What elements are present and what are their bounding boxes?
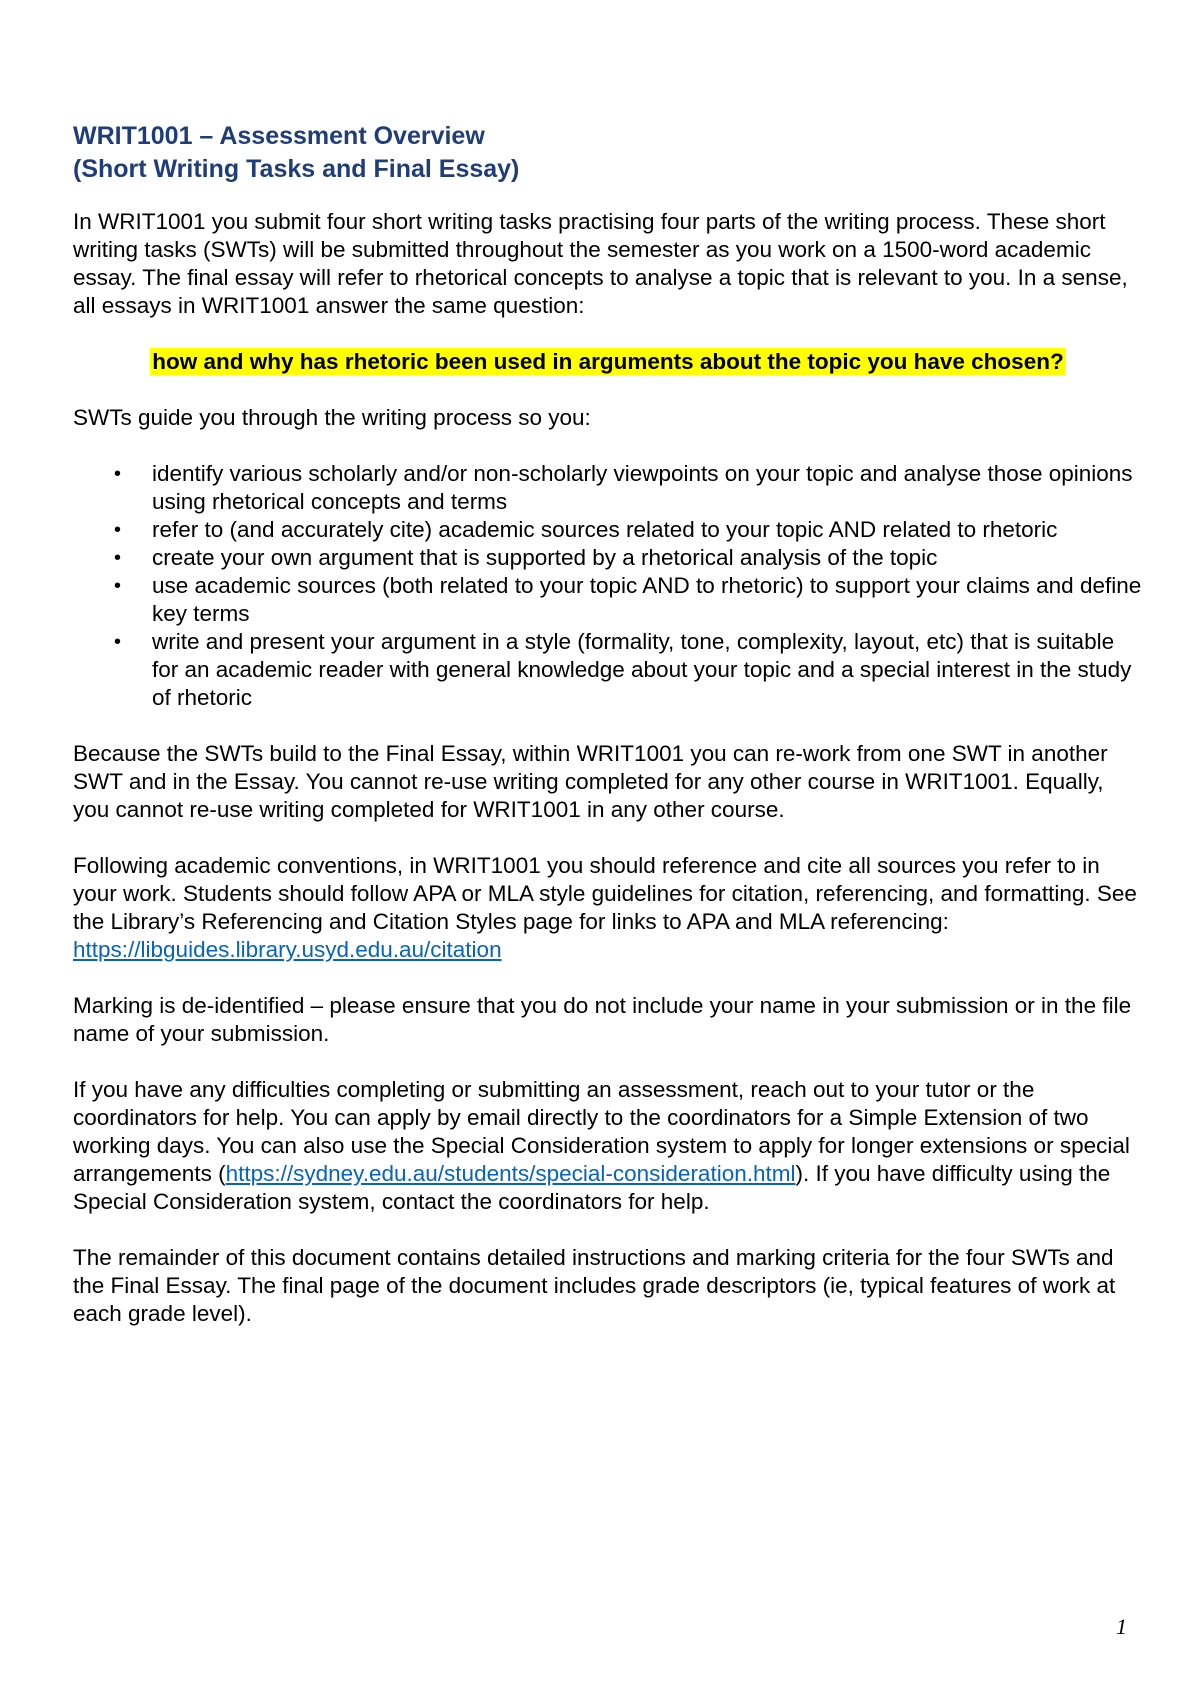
list-item — [114, 572, 1143, 628]
rework-paragraph: Because the SWTs build to the Final Essay, within WRIT1001 you can re-work from one SWT in another SWT and in the Essay. You cannot re-use writing completed for any other course in WRIT1001. Equally, you cannot re-use writing completed for WRIT1001 in any other course. — [73, 741, 1108, 822]
list-item — [114, 516, 1143, 544]
document-page — [73, 120, 1143, 1356]
list-item-text: identify various scholarly and/or non-scholarly viewpoints on your topic and analyse those opinions using rhetorical concepts and terms — [152, 461, 1133, 514]
special-consideration-link[interactable]: https://sydney.edu.au/students/special-consideration.html — [225, 1161, 796, 1186]
referencing-paragraph — [73, 852, 1143, 964]
key-question — [73, 348, 1143, 376]
list-item — [114, 460, 1143, 516]
list-item-text: create your own argument that is supported by a rhetorical analysis of the topic — [152, 545, 938, 570]
intro-paragraph: In WRIT1001 you submit four short writing tasks practising four parts of the writing process. These short writing tasks (SWTs) will be submitted throughout the semester as you work on a 1500-word academic essay. The final essay will refer to rhetorical concepts to analyse a topic that is relevant to you. In a sense, all essays in WRIT1001 answer the same question: — [73, 209, 1128, 318]
bullet-icon: • — [114, 519, 122, 541]
marking-paragraph: Marking is de-identified – please ensure that you do not include your name in your submission or in the file name of your submission. — [73, 993, 1132, 1046]
list-item-text: write and present your argument in a style (formality, tone, complexity, layout, etc) that is suitable for an academic reader with general knowledge about your topic and a special interest in the study of rhetoric — [152, 629, 1132, 710]
list-item-text: use academic sources (both related to your topic AND to rhetoric) to support your claims and define key terms — [152, 573, 1142, 626]
bullet-icon: • — [114, 547, 122, 569]
page-title — [73, 120, 1143, 186]
list-item — [114, 544, 1143, 572]
page-title-line-2: (Short Writing Tasks and Final Essay) — [73, 155, 520, 183]
list-item-text: refer to (and accurately cite) academic sources related to your topic AND related to rhetoric — [152, 517, 1058, 542]
bullet-icon: • — [114, 463, 122, 485]
difficulties-text-after: ). If you have difficulty using the Special Consideration system, contact the coordinators for help. — [73, 1161, 1111, 1214]
difficulties-paragraph — [73, 1076, 1143, 1216]
bullet-icon: • — [114, 631, 122, 653]
swt-goals-list — [73, 460, 1143, 712]
page-number: 1 — [1116, 1614, 1127, 1639]
highlighted-question: how and why has rhetoric been used in arguments about the topic you have chosen? — [152, 349, 1064, 374]
swt-intro-paragraph: SWTs guide you through the writing process so you: — [73, 405, 591, 430]
difficulties-text-before: If you have any difficulties completing or submitting an assessment, reach out to your tutor or the coordinators for help. You can apply by email directly to the coordinators for a Simple Extension of two working days. You can also use the Special Consideration system to apply for longer extensions or special arrangements ( — [73, 1077, 1130, 1186]
list-item — [114, 628, 1143, 712]
bullet-icon: • — [114, 575, 122, 597]
referencing-text: Following academic conventions, in WRIT1001 you should reference and cite all sources you refer to in your work. Students should follow APA or MLA style guidelines for citation, referencing, and formatting. See the Library’s Referencing and Citation Styles page for links to APA and MLA referencing: — [73, 853, 1137, 934]
page-title-line-1: WRIT1001 – Assessment Overview — [73, 122, 485, 150]
remainder-paragraph: The remainder of this document contains detailed instructions and marking criteria for the four SWTs and the Final Essay. The final page of the document includes grade descriptors (ie, typical features of work at each grade level). — [73, 1245, 1116, 1326]
citation-link[interactable]: https://libguides.library.usyd.edu.au/citation — [73, 937, 502, 962]
